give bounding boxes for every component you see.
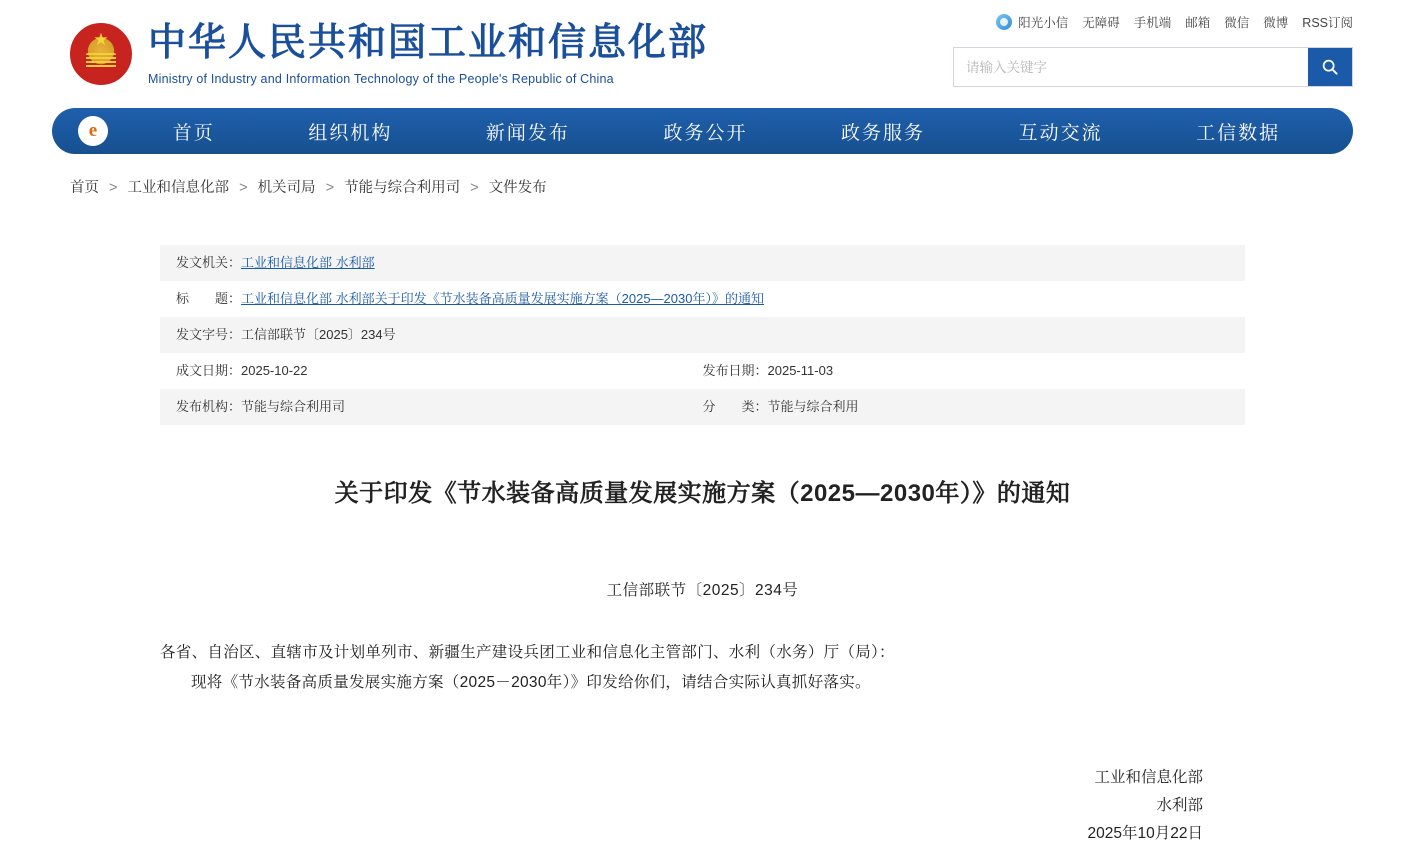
- document-body: [160, 638, 1245, 698]
- site-title-cn: 中华人民共和国工业和信息化部: [148, 22, 709, 65]
- meta-cell: [176, 253, 375, 273]
- meta-value: 2025-11-03: [767, 363, 834, 378]
- meta-key: 分 类：: [702, 399, 768, 414]
- meta-key: 标 题：: [176, 291, 242, 306]
- meta-cell: [703, 397, 1230, 417]
- meta-key: 发布机构：: [176, 399, 242, 414]
- signature-line: 水利部: [1156, 797, 1203, 814]
- search-input[interactable]: [954, 48, 1308, 86]
- top-link-sunshine[interactable]: 阳光小信: [1018, 16, 1069, 30]
- breadcrumb-item-home[interactable]: 首页: [70, 180, 99, 196]
- breadcrumb-item-energy-dept[interactable]: 节能与综合利用司: [344, 180, 461, 196]
- top-links: [953, 8, 1353, 36]
- breadcrumb-item-ministry[interactable]: 工业和信息化部: [127, 180, 230, 196]
- meta-row-dates: [160, 353, 1245, 389]
- main-nav: [52, 108, 1353, 154]
- meta-row-title: [160, 281, 1245, 317]
- meta-key: 发文字号：: [176, 327, 242, 342]
- meta-value[interactable]: 工业和信息化部 水利部: [241, 255, 375, 270]
- breadcrumb-separator: >: [109, 180, 118, 196]
- sunshine-icon: [996, 14, 1012, 30]
- document-paragraph: 现将《节水装备高质量发展实施方案（2025－2030年）》印发给你们，请结合实际认真抓好落实。: [191, 674, 871, 691]
- document-title: 关于印发《节水装备高质量发展实施方案（2025—2030年）》的通知: [334, 480, 1071, 507]
- nav-item-home[interactable]: 首页: [172, 122, 215, 144]
- page-content: [0, 245, 1405, 848]
- meta-value: 工信部联节〔2025〕234号: [241, 327, 396, 342]
- site-title-block: [148, 22, 708, 86]
- nav-item-data[interactable]: 工信数据: [1196, 122, 1281, 144]
- document-paragraph: 各省、自治区、直辖市及计划单列市、新疆生产建设兵团工业和信息化主管部门、水利（水务）厅（局）：: [160, 644, 895, 661]
- top-link-mobile[interactable]: 手机端: [1133, 16, 1172, 30]
- breadcrumb-separator: >: [470, 180, 479, 196]
- meta-key: 发布日期：: [702, 363, 768, 378]
- top-link-weibo[interactable]: 微博: [1263, 16, 1289, 30]
- site-logo-area[interactable]: [70, 22, 708, 86]
- document-signature: [160, 764, 1245, 848]
- nav-item-organization[interactable]: 组织机构: [308, 122, 393, 144]
- meta-value: 2025-10-22: [241, 363, 308, 378]
- national-emblem-icon: [70, 23, 132, 85]
- meta-row-publisher: [160, 389, 1245, 425]
- document-number: 工信部联节〔2025〕234号: [606, 582, 799, 599]
- meta-cell: [176, 289, 764, 309]
- meta-cell: [176, 325, 396, 345]
- main-nav-wrapper: [0, 108, 1405, 154]
- nav-item-interaction[interactable]: 互动交流: [1018, 122, 1103, 144]
- nav-item-government-affairs[interactable]: 政务公开: [663, 122, 748, 144]
- nav-item-government-services[interactable]: 政务服务: [841, 122, 926, 144]
- top-link-wechat[interactable]: 微信: [1224, 16, 1250, 30]
- meta-value: 节能与综合利用司: [241, 399, 346, 414]
- signature-date: 2025年10月22日: [1087, 825, 1203, 842]
- header-right: [953, 8, 1353, 87]
- breadcrumb: [0, 154, 1405, 197]
- meta-row-docnumber: [160, 317, 1245, 353]
- breadcrumb-item-departments[interactable]: 机关司局: [257, 180, 316, 196]
- top-link-accessibility[interactable]: 无障碍: [1082, 16, 1120, 30]
- search-bar: [953, 47, 1353, 87]
- breadcrumb-separator: >: [325, 180, 335, 196]
- nav-items: [126, 118, 1327, 145]
- search-button[interactable]: [1308, 48, 1352, 86]
- meta-key: 发文机关：: [176, 255, 242, 270]
- top-link-mail[interactable]: 邮箱: [1185, 16, 1211, 30]
- document-meta-table: [160, 245, 1245, 425]
- top-link-rss[interactable]: RSS订阅: [1302, 16, 1353, 30]
- meta-key: 成文日期：: [176, 363, 242, 378]
- nav-brand-icon[interactable]: e: [78, 116, 108, 146]
- meta-value: 节能与综合利用: [767, 399, 859, 414]
- meta-cell: [176, 397, 703, 417]
- search-icon: [1321, 58, 1339, 76]
- meta-row-issuer: [160, 245, 1245, 281]
- meta-cell: [176, 361, 703, 381]
- meta-cell: [703, 361, 1230, 381]
- breadcrumb-item-documents[interactable]: 文件发布: [488, 180, 547, 196]
- meta-value[interactable]: 工业和信息化部 水利部关于印发《节水装备高质量发展实施方案（2025—2030年）》的通知: [241, 291, 764, 306]
- nav-item-news[interactable]: 新闻发布: [485, 122, 570, 144]
- site-title-en: Ministry of Industry and Information Technology of the People's Republic of China: [148, 71, 614, 86]
- breadcrumb-separator: >: [239, 180, 248, 196]
- site-header: [0, 0, 1405, 108]
- signature-line: 工业和信息化部: [1094, 769, 1203, 786]
